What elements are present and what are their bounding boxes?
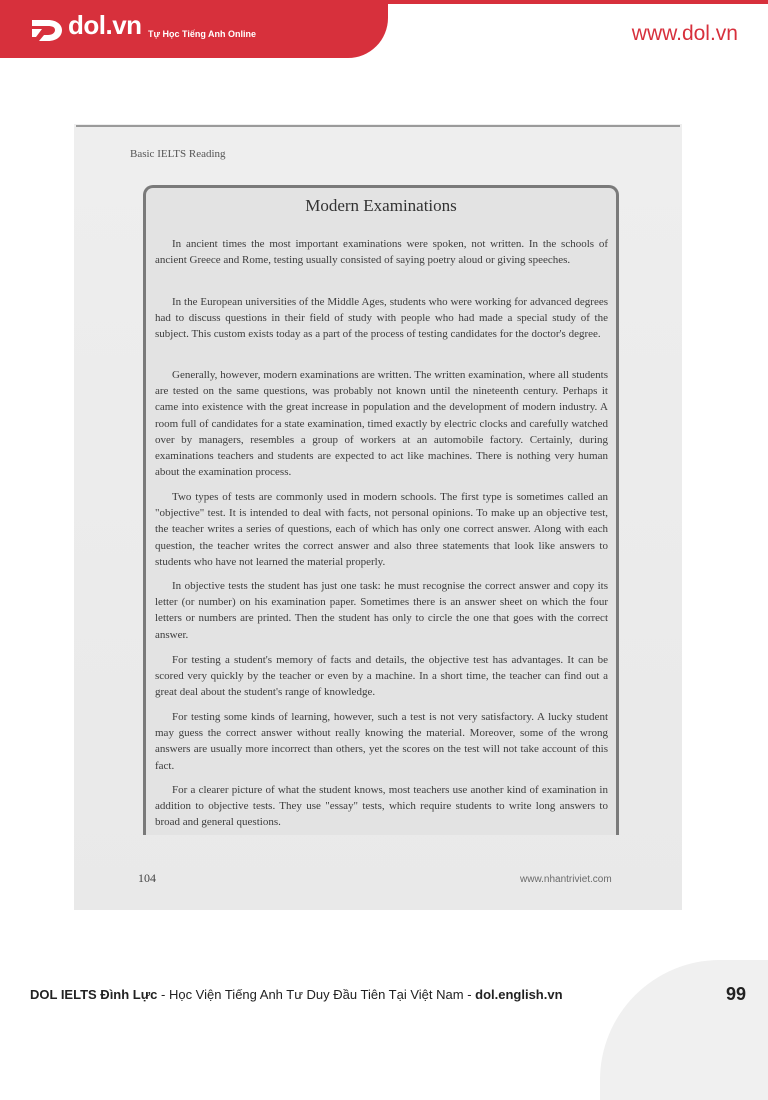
footer-description: Học Viện Tiếng Anh Tư Duy Đầu Tiên Tại Việt Nam <box>168 987 464 1002</box>
header-tagline: Tự Học Tiếng Anh Online <box>148 29 257 39</box>
footer-site-link[interactable]: dol.english.vn <box>475 987 563 1002</box>
passage-paragraph: Two types of tests are commonly used in modern schools. The first type is sometimes called an "objective" test. It is intended to deal with facts, not personal opinions. To make up an objective test, the teacher writes a series of questions, each of which has only one correct answer. Along with each question, the teacher writes the correct answer and also three statements that look like answers to students who have not learned the material properly. <box>155 491 608 568</box>
book-source-url: www.nhantriviet.com <box>520 874 612 885</box>
footer-page-number: 99 <box>725 984 746 1004</box>
passage-paragraph: In ancient times the most important examinations were spoken, not written. In the schools of ancient Greece and Rome, testing usually consisted of saying poetry aloud or giving speeches. <box>155 238 608 267</box>
header-site-link[interactable]: www.dol.vn <box>631 22 738 45</box>
page-header <box>0 0 768 62</box>
passage-paragraph: For a clearer picture of what the student knows, most teachers use another kind of examination in addition to objective tests. They use "essay" tests, which require students to write long answers to broad and general questions. <box>155 784 608 829</box>
page-footer <box>30 987 563 1002</box>
footer-separator: - <box>157 987 169 1002</box>
footer-brand: DOL IELTS Đình Lực <box>30 987 158 1002</box>
logo-text[interactable]: dol.vn <box>68 10 142 40</box>
running-head: Basic IELTS Reading <box>130 148 226 160</box>
header-accent-line <box>360 0 768 4</box>
footer-decoration <box>600 960 768 1100</box>
page-top-rule <box>76 125 680 127</box>
book-page-number: 104 <box>138 871 156 885</box>
passage-paragraph: Generally, however, modern examinations are written. The written examination, where all students are tested on the same questions, was probably not known until the nineteenth century. Perhaps it came into existence with the great increase in population and the development of modern industry. A room full of candidates for a state examination, timed exactly by electric clocks and carefully watched over by managers, resembles a group of workers at an automobile factory. Certainly, during examinations teachers and students are expected to act like machines. There is nothing very human about the examination process. <box>155 369 608 479</box>
footer-separator: - <box>463 987 476 1002</box>
passage-paragraph: In objective tests the student has just one task: he must recognise the correct answer and copy its letter (or number) on his examination paper. Sometimes there is an answer sheet on which the four letters or numbers are printed. Then the student has only to circle the one that goes with the correct answer. <box>155 580 608 641</box>
passage-paragraph: In the European universities of the Middle Ages, students who were working for advanced degrees had to discuss questions in their field of study with people who had made a special study of the subject. This custom exists today as a part of the process of testing candidates for the doctor's degree. <box>155 296 608 341</box>
passage-paragraph: For testing a student's memory of facts and details, the objective test has advantages. It can be scored very quickly by the teacher or even by a machine. In a short time, the teacher can find out a great deal about the student's range of knowledge. <box>155 654 608 699</box>
passage-paragraph: For testing some kinds of learning, however, such a test is not very satisfactory. A lucky student may guess the correct answer without really knowing the material. Moreover, some of the wrong answers are usually more incorrect than others, yet the scores on the test will not take account of this fact. <box>155 711 608 772</box>
dol-logo-icon[interactable] <box>30 14 64 44</box>
passage-title: Modern Examinations <box>305 196 457 215</box>
